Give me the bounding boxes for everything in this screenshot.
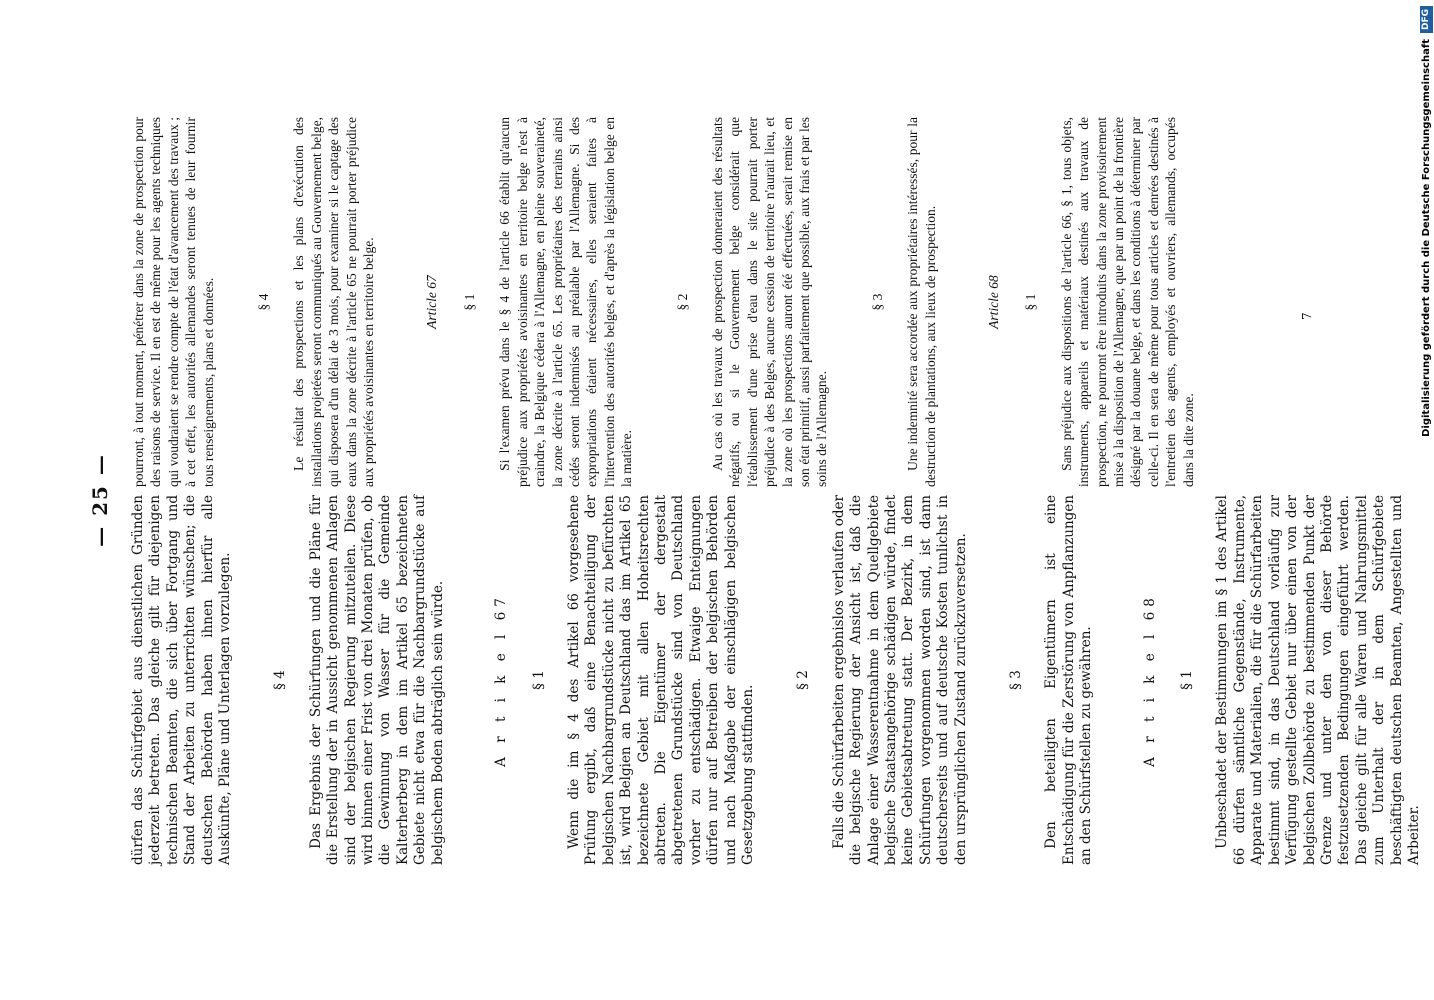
german-paragraph: Das Ergebnis der Schürfungen und die Pläne für die Erstellung der in Aussicht genommenen Anlagen sind der belgischen Regierung mitzuteilen. Diese wird binnen einer Frist von drei Monaten prüfen, ob die Gewinnung von Wasser für die Gemeinde Kalterherberg in dem im Artikel 65 bezeichneten Gebiete nicht etwa für die Nachbargrundstücke auf belgischem Boden abträglich sein würde. xyxy=(307,495,446,865)
section-heading: § 1 xyxy=(530,670,547,690)
french-paragraph: Le résultat des prospections et les plans d'exécution des installations projetées seront communiqués au Gouvernement belge, qui disposera d'un délai de 3 mois, pour examiner si le captage des eaux dans la zone décrite à l'article 65 ne pourrait porter préjudice aux propriétés avoisinantes en territoire belge. xyxy=(291,117,377,487)
page-header: — 25 — xyxy=(88,453,112,547)
article-heading: Article 67 xyxy=(424,275,440,329)
french-column xyxy=(130,117,1197,487)
article-heading: A r t i k e l 67 xyxy=(493,593,510,767)
section-heading: § 4 xyxy=(256,293,272,311)
section-heading: § 1 xyxy=(1179,670,1196,690)
section-heading: § 2 xyxy=(674,293,690,311)
german-column xyxy=(130,495,1423,865)
page-number: 7 xyxy=(1300,312,1314,320)
french-paragraph: Au cas où les travaux de prospection donneraient des résultats négatifs, ou si le Gouvernement belge considérait que l'établissement d'une prise d'eau dans le site pourrait porter préjudice à des Belges, aucune cession de territoire n'aurait lieu, et la zone où les prospections auront été effectuées, serait remise en son état primitif, aussi parfaitement que possible, aux frais et par les soins de l'Allemagne. xyxy=(709,117,830,487)
article-heading: A r t i k e l 68 xyxy=(1141,593,1158,767)
dfg-logo: DFG xyxy=(1420,6,1433,33)
german-paragraph: Falls die Schürfarbeiten ergebnislos verlaufen oder die belgische Regierung der Ansicht ist, daß die Anlage einer Wasserentnahme in dem Quellgebiete belgische Staatsangehörige schädigen würde, findet keine Gebietsabtretung statt. Der Bezirk, in dem Schürfungen vorgenommen worden sind, ist dann deutscherseits und auf deutsche Kosten tunlichst in den ursprünglichen Zustand zurückzuversetzen. xyxy=(830,495,969,865)
credit-text: Digitalisierung gefördert durch die Deutsche Forschungsgemeinschaft xyxy=(1420,39,1432,437)
section-heading: § 1 xyxy=(461,293,477,311)
section-heading: § 1 xyxy=(1023,293,1039,311)
digitization-credit xyxy=(1418,0,1434,1000)
german-paragraph: dürfen das Schürfgebiet aus dienstlichen Gründen jederzeit betreten. Das gleiche gilt für diejenigen technischen Beamten, die sich über Fortgang und Stand der Arbeiten zu unterrichten wünschen; die deutschen Behörden haben ihnen hierfür alle Auskünfte, Pläne und Unterlagen vorzulegen. xyxy=(130,495,234,865)
section-heading: § 3 xyxy=(1008,670,1025,690)
french-paragraph: Une indemnité sera accordée aux propriétaires intéressés, pour la destruction de plantations, aux lieux de prospection. xyxy=(905,117,938,487)
article-heading: Article 68 xyxy=(986,275,1001,329)
section-heading: § 4 xyxy=(272,670,289,690)
french-paragraph: pourront, à tout moment, pénétrer dans la zone de prospection pour des raisons de service. Il en est de même pour les agents techniques qui voudraient se rendre compte de l'état d'avancement des travaux ; à cet effet, les autorités allemandes seront tenues de leur fournir tous renseignements, plans et données. xyxy=(131,117,216,487)
german-paragraph: Wenn die im § 4 des Artikel 66 vorgesehene Prüfung ergibt, daß eine Benachteiligung der belgischen Nachbargrundstücke nicht zu befürchten ist, wird Belgien an Deutschland das im Artikel 65 bezeichnete Gebiet mit allen Hoheitsrechten abtreten. Die Eigentümer der dergestalt abgetretenen Grundstücke sind von Deutschland vorher zu entschädigen. Etwaige Enteignungen dürfen nur auf Betreiben der belgischen Behörden und nach Maßgabe der einschlägigen belgischen Gesetzgebung stattfinden. xyxy=(565,495,756,865)
german-paragraph: Den beteiligten Eigentümern ist eine Entschädigung für die Zerstörung von Anpflanzungen an den Schürfstellen zu gewähren. xyxy=(1043,495,1095,865)
section-heading: § 3 xyxy=(869,293,885,311)
german-paragraph: Unbeschadet der Bestimmungen im § 1 des Artikel 66 dürfen sämtliche Gegenstände, Instrumente, Apparate und Materialien, die für die Schürfarbeiten bestimmt sind, in das Deutschland vorläufig zur Verfügung gestellte Gebiet nur über einen von der belgischen Zollbehörde zu bestimmenden Punkt der Grenze und unter den von dieser Behörde festzusetzenden Bedingungen eingeführt werden. Das gleiche gilt für alle Waren und Nahrungsmittel zum Unterhalt der in dem Schürfgebiete beschäftigten deutschen Beamten, Angestellten und Arbeiter. xyxy=(1214,495,1422,865)
french-paragraph: Si l'examen prévu dans le § 4 de l'article 66 établit qu'aucun préjudice aux propriétés avoisinantes en territoire belge n'est à craindre, la Belgique cédera à l'Allemagne, en pleine souveraineté, la zone décrite à l'article 65. Les propriétaires des terrains ainsi cédés seront indemnisés au préalable par l'Allemagne. Si des expropriations étaient nécessaires, elles seraient faites à l'intervention des autorités belges, et d'après la législation belge en la matière. xyxy=(497,117,635,487)
section-heading: § 2 xyxy=(795,670,812,690)
french-paragraph: Sans préjudice aux dispositions de l'article 66, § 1, tous objets, instruments, appareils et matériaux destinés aux travaux de prospection, ne pourront être introduits dans la zone provisoirement mise à la disposition de l'Allemagne, que par un point de la frontière désigné par la douane belge, et dans les conditions à déterminer par celle-ci. Il en sera de même pour tous articles et denrées destinés à l'entretien des agents, employés et ouvriers, allemands, occupés dans la dite zone. xyxy=(1058,117,1196,487)
